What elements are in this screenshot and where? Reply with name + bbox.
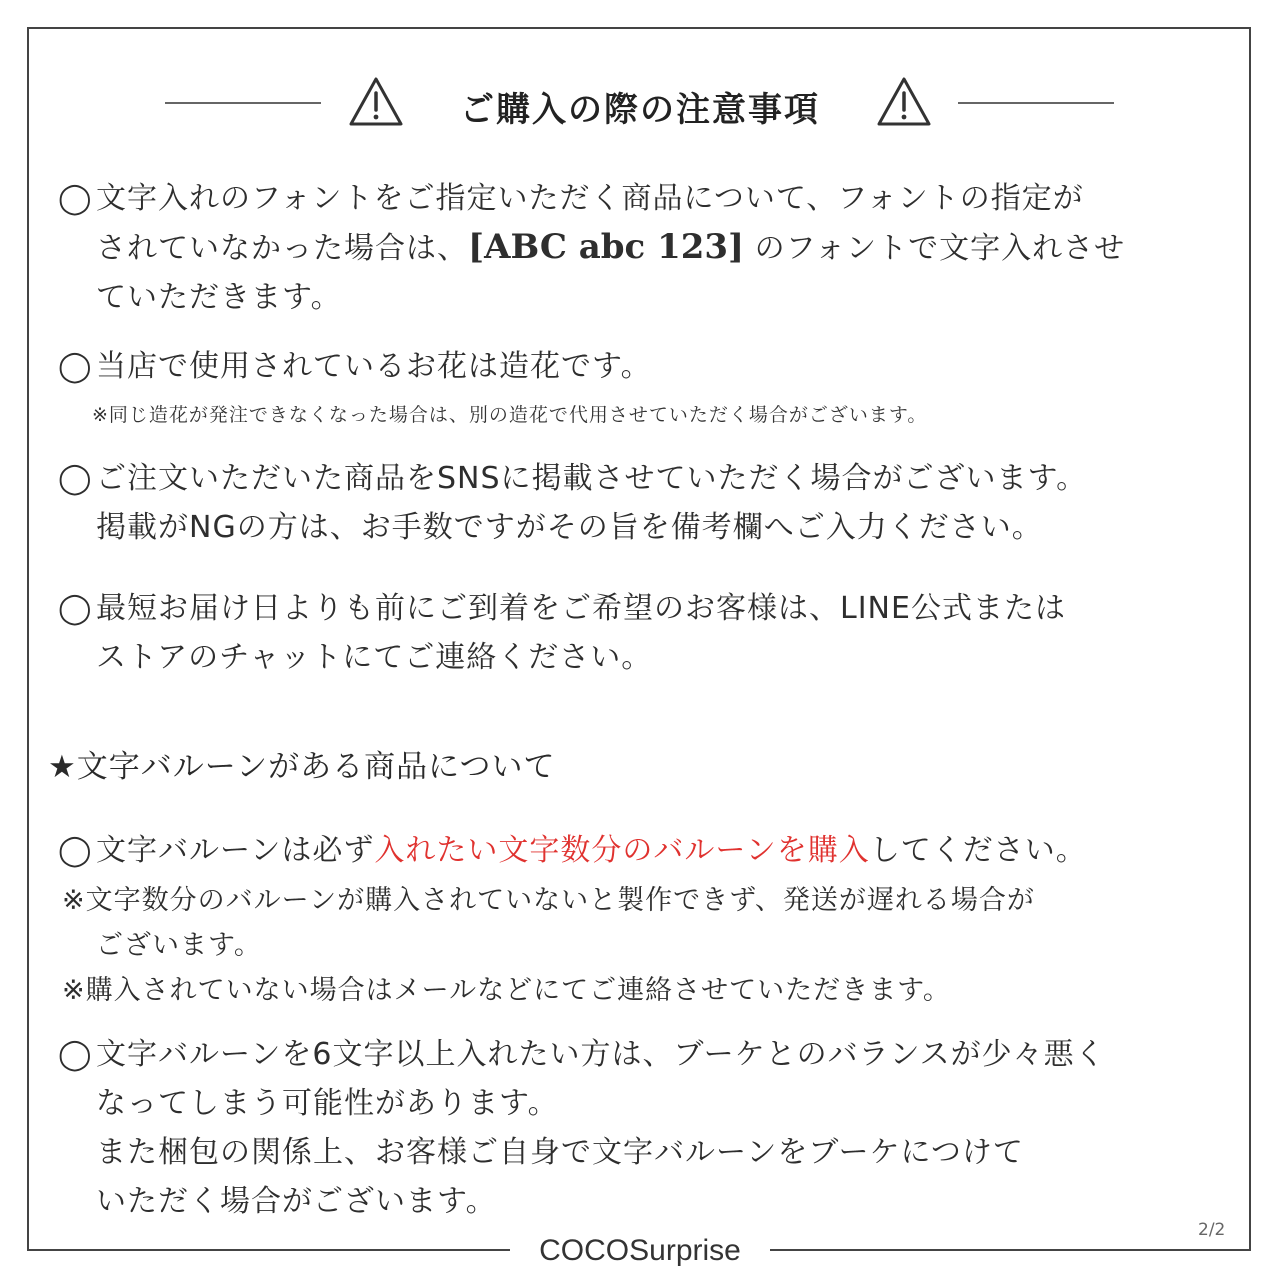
- notice-line: 掲載がNGの方は、お手数ですがその旨を備考欄へご入力ください。: [96, 510, 1043, 545]
- notice-line: ていただきます。: [96, 280, 342, 315]
- notice-line: ◯ ご注文いただいた商品をSNSに掲載させていただく場合がございます。: [58, 454, 1238, 503]
- notice-line: ◯ 文字バルーンを6文字以上入れたい方は、ブーケとのバランスが少々悪く: [58, 1030, 1238, 1079]
- notice-line: ◯ 文字バルーンは必ず入れたい文字数分のバルーンを購入してください。: [58, 826, 1238, 875]
- notice-early-delivery: [58, 584, 1238, 682]
- note-line: ございます。: [96, 930, 262, 961]
- highlight-text: 入れたい文字数分のバルーンを購入: [374, 833, 870, 868]
- notice-balloon-purchase: [58, 826, 1238, 875]
- header: [0, 76, 1280, 132]
- page-title: ご購入の際の注意事項: [460, 90, 820, 130]
- notice-line: なってしまう可能性があります。: [96, 1086, 559, 1121]
- font-sample: [ABC abc 123]: [468, 227, 745, 267]
- circle-bullet-icon: ◯: [58, 181, 93, 216]
- header-rule-right: [958, 102, 1114, 104]
- note-line: ※購入されていない場合はメールなどにてご連絡させていただきます。: [62, 975, 951, 1006]
- circle-bullet-icon: ◯: [58, 833, 93, 868]
- notice-line: されていなかった場合は、[ABC abc 123] のフォントで文字入れさせ: [96, 227, 1126, 267]
- brand-logo: COCOSurprise: [539, 1234, 741, 1267]
- notice-note: ※同じ造花が発注できなくなった場合は、別の造花で代用させていただく場合がございます。: [92, 404, 928, 426]
- circle-bullet-icon: ◯: [58, 461, 93, 496]
- notice-line: いただく場合がございます。: [96, 1184, 497, 1219]
- circle-bullet-icon: ◯: [58, 349, 93, 384]
- notice-artificial-flowers: [58, 342, 1238, 391]
- warning-triangle-icon: [348, 76, 404, 128]
- page-number: 2/2: [1198, 1220, 1226, 1240]
- notice-sns: [58, 454, 1238, 552]
- circle-bullet-icon: ◯: [58, 591, 93, 626]
- warning-triangle-icon: [876, 76, 932, 128]
- header-rule-left: [165, 102, 321, 104]
- section-heading: ★文字バルーンがある商品について: [48, 749, 556, 785]
- notice-line: ◯ 文字入れのフォントをご指定いただく商品について、フォントの指定が: [58, 174, 1238, 223]
- notice-line: ◯ 最短お届け日よりも前にご到着をご希望のお客様は、LINE公式または: [58, 584, 1238, 633]
- notice-line: ストアのチャットにてご連絡ください。: [96, 640, 653, 675]
- notice-line: また梱包の関係上、お客様ご自身で文字バルーンをブーケにつけて: [96, 1135, 1024, 1170]
- note-line: ※文字数分のバルーンが購入されていないと製作できず、発送が遅れる場合が: [62, 885, 1035, 916]
- circle-bullet-icon: ◯: [58, 1037, 93, 1072]
- notice-line: ◯ 当店で使用されているお花は造花です。: [58, 342, 1238, 391]
- notice-font-default: [58, 174, 1238, 322]
- balloon-notes: [62, 878, 1222, 1013]
- footer: [0, 1232, 1280, 1272]
- notice-balloon-count: [58, 1030, 1238, 1226]
